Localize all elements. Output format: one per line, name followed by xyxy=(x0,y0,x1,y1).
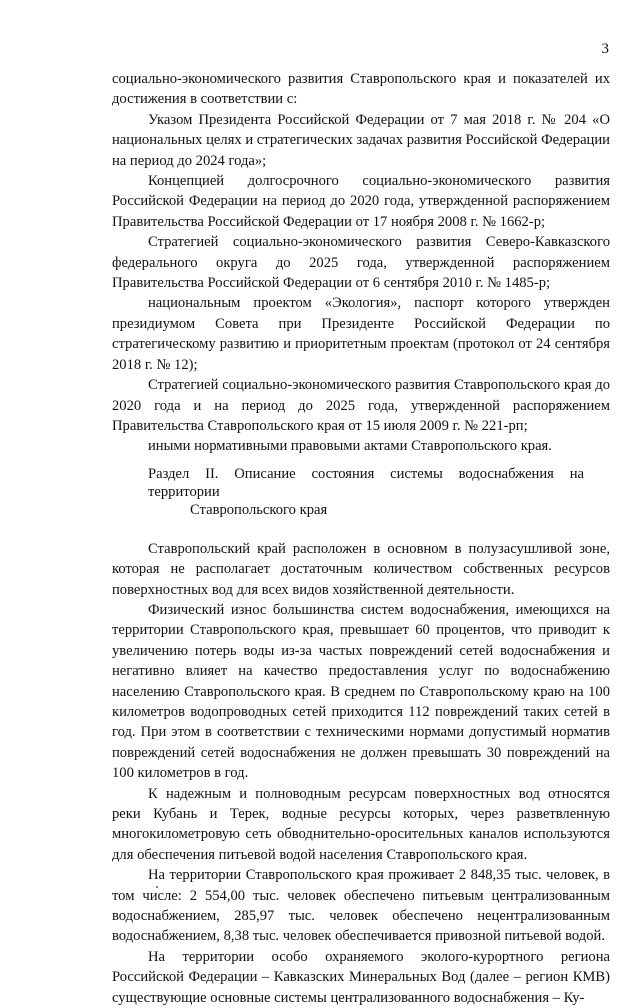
paragraph-population: На территории Ставропольского края проживает 2 848,35 тыс. человек, в том числе: 2 554,00 тыс. человек обеспечено питьевым централизованным водоснабжением, 285,97 тыс. человек обеспечено нецентрализованным водоснабжением, 8,38 тыс. человек обеспечивается привозной питьевой водой. xyxy=(112,867,610,945)
section-heading-line-2: Ставропольского края xyxy=(190,501,328,518)
paragraph-strategy-region: Стратегией социально-экономического развития Ставропольского края до 2020 года и на период до 2025 года, утвержденной распоряжением Правительства Ставропольского края от 15 июля 2009 г. № 221-рп; xyxy=(112,377,610,434)
paragraph-kmv: На территории особо охраняемого эколого-курортного региона Российской Федерации – Кавказских Минеральных Вод (далее – регион КМВ) существующие основные системы централизованного водоснабжения – Ку- xyxy=(112,948,610,1006)
paragraph-strategy-skfo: Стратегией социально-экономического развития Северо-Кавказского федерального округа до 2025 года, утвержденной распоряжением Правительства Российской Федерации от 6 сентября 2010 г. № 1485-р; xyxy=(112,234,610,292)
paragraph-decree: Указом Президента Российской Федерации от 7 мая 2018 г. № 204 «О национальных целях и стратегических задачах развития Российской Федерации на период до 2024 года»; xyxy=(112,111,610,169)
paragraph-rivers: К надежным и полноводным ресурсам поверхностных вод относятся реки Кубань и Терек, водные ресурсы которых, через разветвленную многокилометровую сеть обводнительно-оросительных каналов используются для обеспечения питьевой водой населения Ставропольского края. xyxy=(112,785,610,863)
document-body xyxy=(112,69,610,1008)
section-heading-line-1: Раздел II. Описание состояния системы водоснабжения на территории xyxy=(148,465,584,500)
paragraph-ecology-project: национальным проектом «Экология», паспорт которого утвержден президиумом Совета при Президенте Российской Федерации по стратегическому развитию и приоритетным проектам (протокол от 24 сентября 2018 г. № 12); xyxy=(112,295,610,373)
paragraph-concept: Концепцией долгосрочного социально-экономического развития Российской Федерации на период до 2020 года, утвержденной распоряжением Правительства Российской Федерации от 17 ноября 2008 г. № 1662-р; xyxy=(112,173,610,230)
page-number: 3 xyxy=(601,41,609,57)
scan-speck xyxy=(156,886,158,888)
paragraph-climate: Ставропольский край расположен в основном в полузасушливой зоне, которая не располагает достаточным количеством собственных ресурсов поверхностных вод для всех видов хозяйственной деятельности. xyxy=(112,540,610,598)
paragraph-wear: Физический износ большинства систем водоснабжения, имеющихся на территории Ставропольского края, превышает 60 процентов, что приводит к увеличению потерь воды из-за частых повреждений сетей водоснабжения и негативно влияет на качество предоставления услуг по водоснабжению населению Ставропольского края. В среднем по Ставропольскому краю на 100 километров водопроводных сетей приходится 112 повреждений таких сетей в год. При этом в соответствии с техническими нормами допустимый норматив повреждений сетей водоснабжения не должен превышать 30 повреждений на 100 километров в год. xyxy=(112,601,610,782)
paragraph-intro: социально-экономического развития Ставропольского края и показателей их достижения в соответствии с: xyxy=(112,71,610,108)
paragraph-other-acts: иными нормативными правовыми актами Ставропольского края. xyxy=(148,438,552,455)
section-heading xyxy=(112,465,610,519)
